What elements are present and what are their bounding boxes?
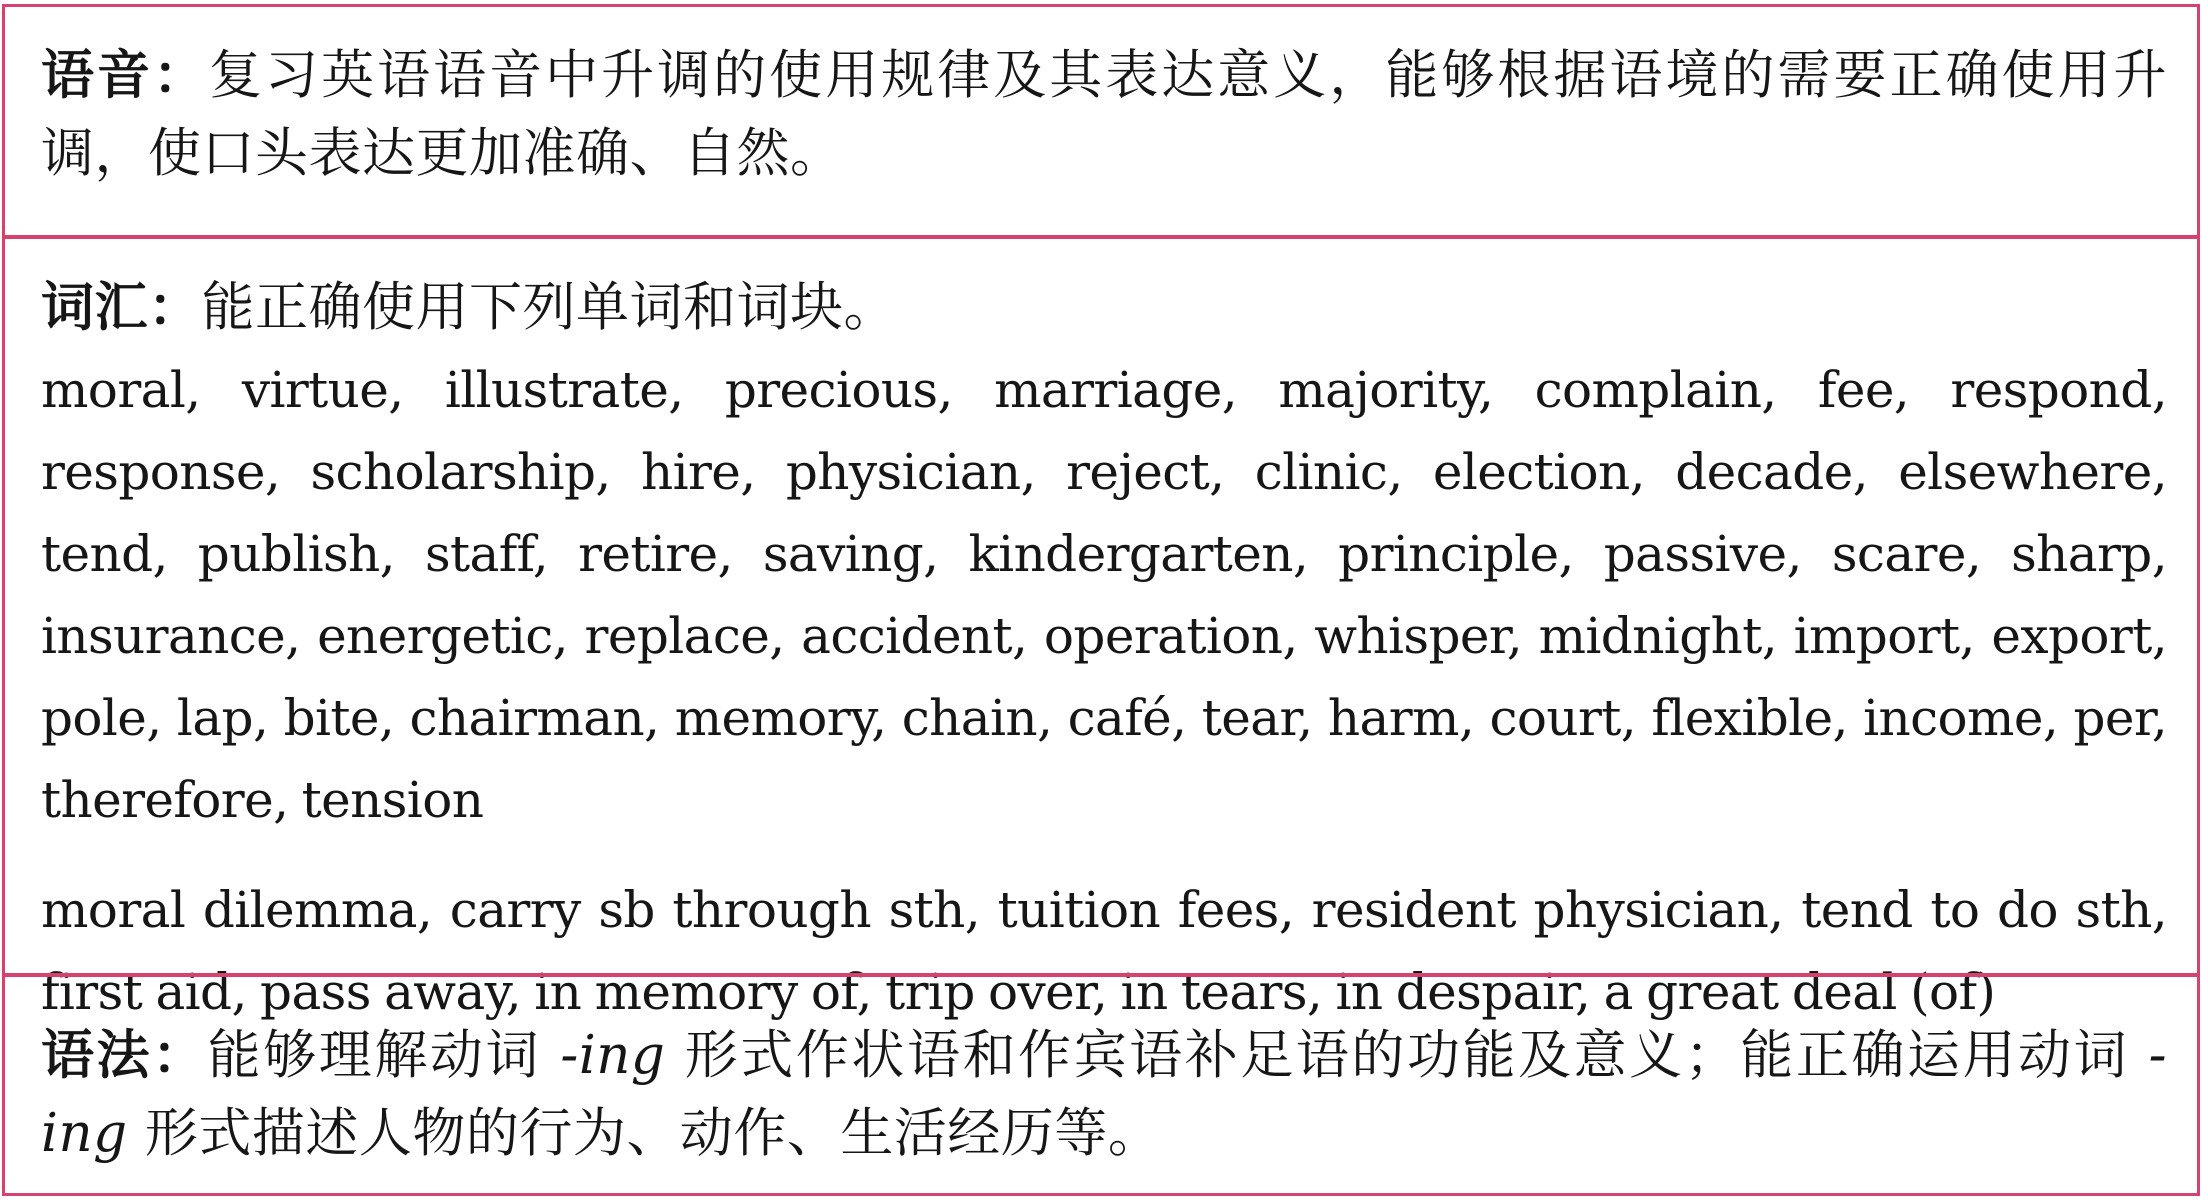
grammar-form-2: -ing — [41, 1025, 2167, 1164]
vocabulary-phrase-list: moral dilemma, carry sb through sth, tuition fees, resident physician, tend to do sth, first aid, pass away, in memory of, trip over, in tears, in despair, a great deal (of) — [41, 881, 2167, 1021]
grammar-form-1: -ing — [560, 1025, 666, 1086]
pronunciation-text: 复习英语语音中升调的使用规律及其表达意义，能够根据语境的需要正确使用升调，使口头表达更加准确、自然。 — [41, 45, 2168, 184]
vocabulary-section — [5, 235, 2197, 1021]
grammar-paragraph — [41, 1017, 2167, 1173]
grammar-text-1: 能够理解动词 — [207, 1025, 561, 1086]
grammar-section — [5, 973, 2197, 1193]
pronunciation-paragraph — [41, 37, 2167, 193]
vocabulary-intro: 能正确使用下列单词和词块。 — [201, 277, 897, 338]
grammar-text-3: 形式描述人物的行为、动作、生活经历等。 — [127, 1103, 1162, 1164]
vocabulary-heading — [41, 269, 2167, 347]
grammar-label: 语法： — [41, 1025, 208, 1086]
grammar-text-2: 形式作状语和作宾语补足语的功能及意义；能正确运用动词 — [665, 1025, 2149, 1086]
objectives-table — [2, 4, 2200, 1196]
vocabulary-label: 词汇： — [41, 277, 202, 338]
pronunciation-section — [5, 7, 2197, 235]
vocabulary-word-list: moral, virtue, illustrate, precious, marriage, majority, complain, fee, respond, response, scholarship, hire, physician, reject, clinic, election, decade, elsewhere, tend, publish, staff, retire, saving, kindergarten, principle, passive, scare, sharp, insurance, energetic, replace, accident, operation, whisper, midnight, import, export, pole, lap, bite, chairman, memory, chain, café, tear, harm, court, flexible, income, per, therefore, tension — [41, 361, 2167, 829]
pronunciation-label: 语音： — [41, 45, 210, 106]
